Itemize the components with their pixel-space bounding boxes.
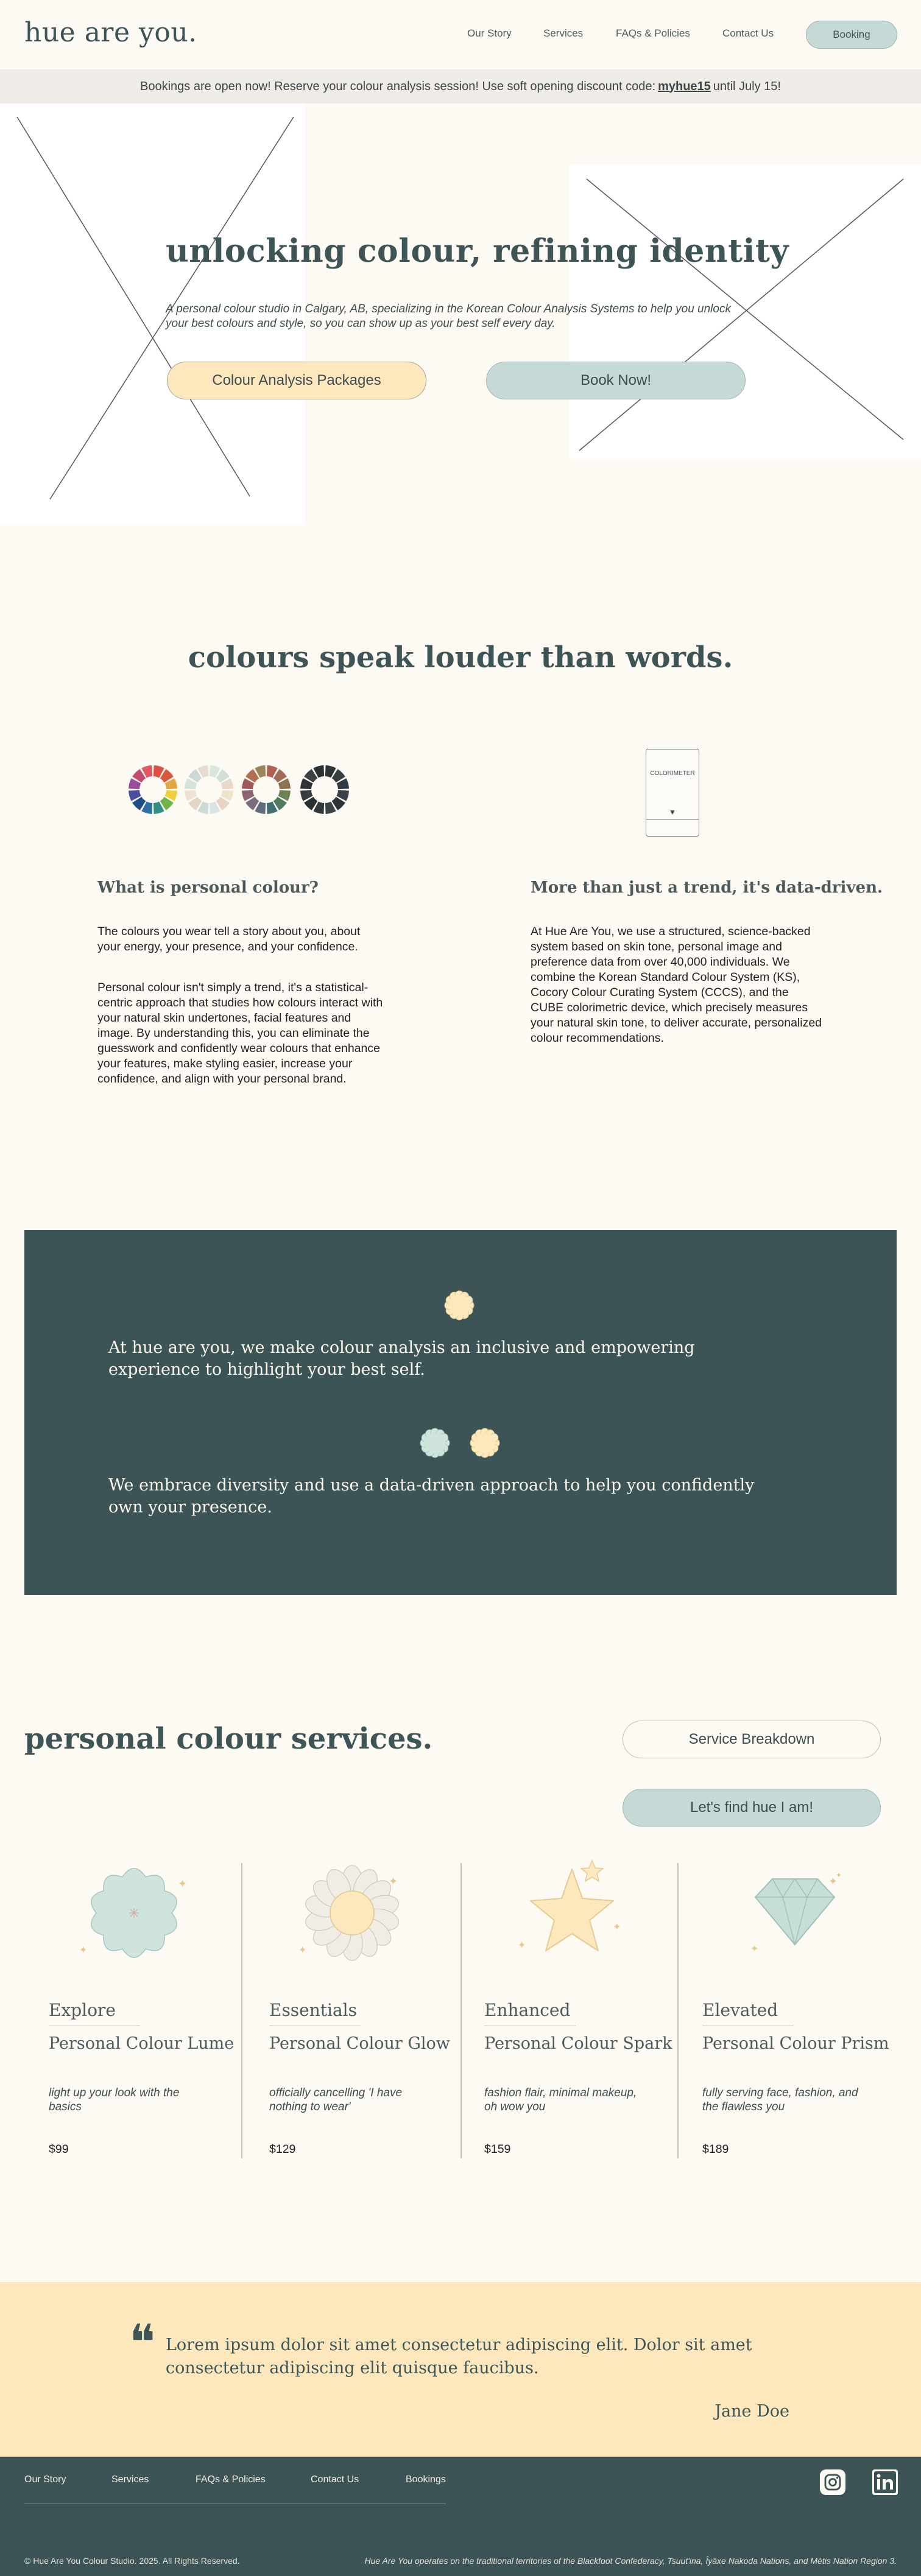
announcement-text-end: until July 15!: [713, 79, 781, 93]
service-breakdown-button[interactable]: Service Breakdown: [623, 1721, 881, 1758]
tier-label: Explore: [49, 2000, 116, 2020]
discount-code-link[interactable]: myhue15: [658, 79, 711, 93]
copyright-text: © Hue Are You Colour Studio. 2025. All Rights Reserved.: [24, 2556, 240, 2566]
svg-text:✦: ✦: [518, 1940, 526, 1951]
flower-badge-icon: [469, 1427, 501, 1459]
services-title: personal colour services.: [24, 1722, 433, 1756]
svg-text:✦: ✦: [298, 1945, 307, 1956]
footer-link-bookings[interactable]: Bookings: [406, 2474, 446, 2485]
footer-link-our-story[interactable]: Our Story: [24, 2474, 66, 2485]
daisy-icon: [296, 1862, 412, 1965]
testimonial-author: Jane Doe: [715, 2402, 789, 2421]
colorimeter-label: COLORIMETER: [650, 770, 695, 777]
package-description: light up your look with the basics: [49, 2086, 180, 2113]
mission-band: [24, 1230, 897, 1595]
hero-title: unlocking colour, refining identity: [166, 233, 789, 270]
package-price: $189: [702, 2143, 729, 2156]
package-price: $99: [49, 2143, 69, 2156]
announcement-text: Bookings are open now! Reserve your colour analysis session! Use soft opening discount code:: [140, 79, 656, 93]
package-name[interactable]: Personal Colour Lume: [49, 2034, 235, 2053]
colour-wheel-icon: [127, 764, 178, 815]
testimonial-quote: Lorem ipsum dolor sit amet consectetur adipiscing elit. Dolor sit amet consectetur adipiscing elit quisque faucibus.: [166, 2336, 752, 2378]
instagram-icon[interactable]: [820, 2469, 845, 2495]
footer-link-contact[interactable]: Contact Us: [311, 2474, 359, 2485]
colour-wheel-icon: [241, 764, 292, 815]
site-header: [0, 0, 921, 69]
tier-label: Elevated: [702, 2000, 778, 2020]
nav-our-story[interactable]: Our Story: [467, 27, 512, 39]
package-price: $159: [484, 2143, 511, 2156]
package-name[interactable]: Personal Colour Spark: [484, 2034, 672, 2053]
column-divider: [460, 1863, 462, 2158]
svg-text:✦: ✦: [389, 1875, 398, 1887]
mission-text-2: We embrace diversity and use a data-driven approach to help you confidently own your presence.: [108, 1476, 755, 1517]
booking-button[interactable]: Booking: [806, 21, 897, 49]
book-now-button[interactable]: Book Now!: [486, 362, 746, 399]
announcement-bar: [0, 69, 921, 104]
triangle-down-icon: ▼: [669, 808, 676, 816]
data-driven-heading: More than just a trend, it's data-driven.: [531, 879, 883, 897]
footer-link-services[interactable]: Services: [111, 2474, 149, 2485]
left-paragraph-1: The colours you wear tell a story about you, about your energy, your presence, and your confidence.: [97, 925, 361, 953]
column-divider: [241, 1863, 242, 2158]
svg-text:✦: ✦: [836, 1871, 842, 1879]
package-name[interactable]: Personal Colour Glow: [269, 2034, 450, 2053]
flower-icon: [79, 1863, 195, 1967]
svg-text:✦: ✦: [79, 1945, 88, 1956]
svg-text:✦: ✦: [750, 1944, 759, 1954]
package-description: officially cancelling 'I have nothing to wear': [269, 2086, 403, 2113]
star-icon: [514, 1857, 630, 1967]
flower-badge-icon: [443, 1290, 475, 1321]
mission-text-1: At hue are you, we make colour analysis an inclusive and empowering experience to highlight your best self.: [108, 1338, 695, 1379]
flower-badge-icon: [419, 1427, 451, 1459]
quote-mark-icon: ❝: [129, 2314, 156, 2371]
site-logo[interactable]: hue are you.: [24, 17, 197, 48]
tier-label: Enhanced: [484, 2000, 571, 2020]
colour-wheel-icon: [183, 764, 235, 815]
intro-title: colours speak louder than words.: [188, 640, 733, 675]
linkedin-icon[interactable]: [872, 2469, 898, 2495]
svg-text:✦: ✦: [828, 1875, 838, 1887]
hero-subtitle: A personal colour studio in Calgary, AB, specializing in the Korean Colour Analysis Systems to help you unlock your best colours and style, so you can show up as your best self every day.: [166, 303, 731, 330]
what-is-personal-colour-heading: What is personal colour?: [97, 879, 319, 897]
svg-text:✦: ✦: [178, 1878, 188, 1890]
package-description: fashion flair, minimal makeup, oh wow you: [484, 2086, 637, 2113]
nav-contact-us[interactable]: Contact Us: [722, 27, 774, 39]
nav-services[interactable]: Services: [543, 27, 584, 39]
left-paragraph-2: Personal colour isn't simply a trend, it's a statistical-centric approach that studies how colours interact with your natural skin undertones, facial features and image. By understanding this, you can eliminate the guesswork and confidently wear colours that enhance your features, make styling easier, increase your confidence, and align with your personal brand.: [97, 981, 383, 1086]
column-divider: [677, 1863, 679, 2158]
package-description: fully serving face, fashion, and the flawless you: [702, 2086, 858, 2113]
package-price: $129: [269, 2143, 296, 2156]
colour-wheel-icon: [299, 764, 350, 815]
right-paragraph: At Hue Are You, we use a structured, science-backed system based on skin tone, personal image and preference data from over 40,000 individuals. We combine the Korean Standard Colour System (KS), Cocory Colour Curating System (CCCS), and the CUBE colorimetric device, which precisely measures your natural skin tone, to deliver accurate, personalized colour recommendations.: [531, 925, 822, 1045]
colour-analysis-packages-button[interactable]: Colour Analysis Packages: [167, 362, 426, 399]
land-acknowledgement: Hue Are You operates on the traditional territories of the Blackfoot Confederacy, Tsuut'ina, Îyâxe Nakoda Nations, and Métis Nation Region 3.: [364, 2556, 897, 2566]
footer-link-faqs[interactable]: FAQs & Policies: [196, 2474, 266, 2485]
find-hue-button[interactable]: Let's find hue I am!: [623, 1789, 881, 1827]
svg-text:✦: ✦: [613, 1922, 621, 1932]
package-name[interactable]: Personal Colour Prism: [702, 2034, 889, 2053]
colorimeter-device-icon: [646, 749, 699, 837]
diamond-icon: [737, 1867, 853, 1964]
nav-faqs-policies[interactable]: FAQs & Policies: [616, 27, 690, 39]
tier-label: Essentials: [269, 2000, 358, 2020]
